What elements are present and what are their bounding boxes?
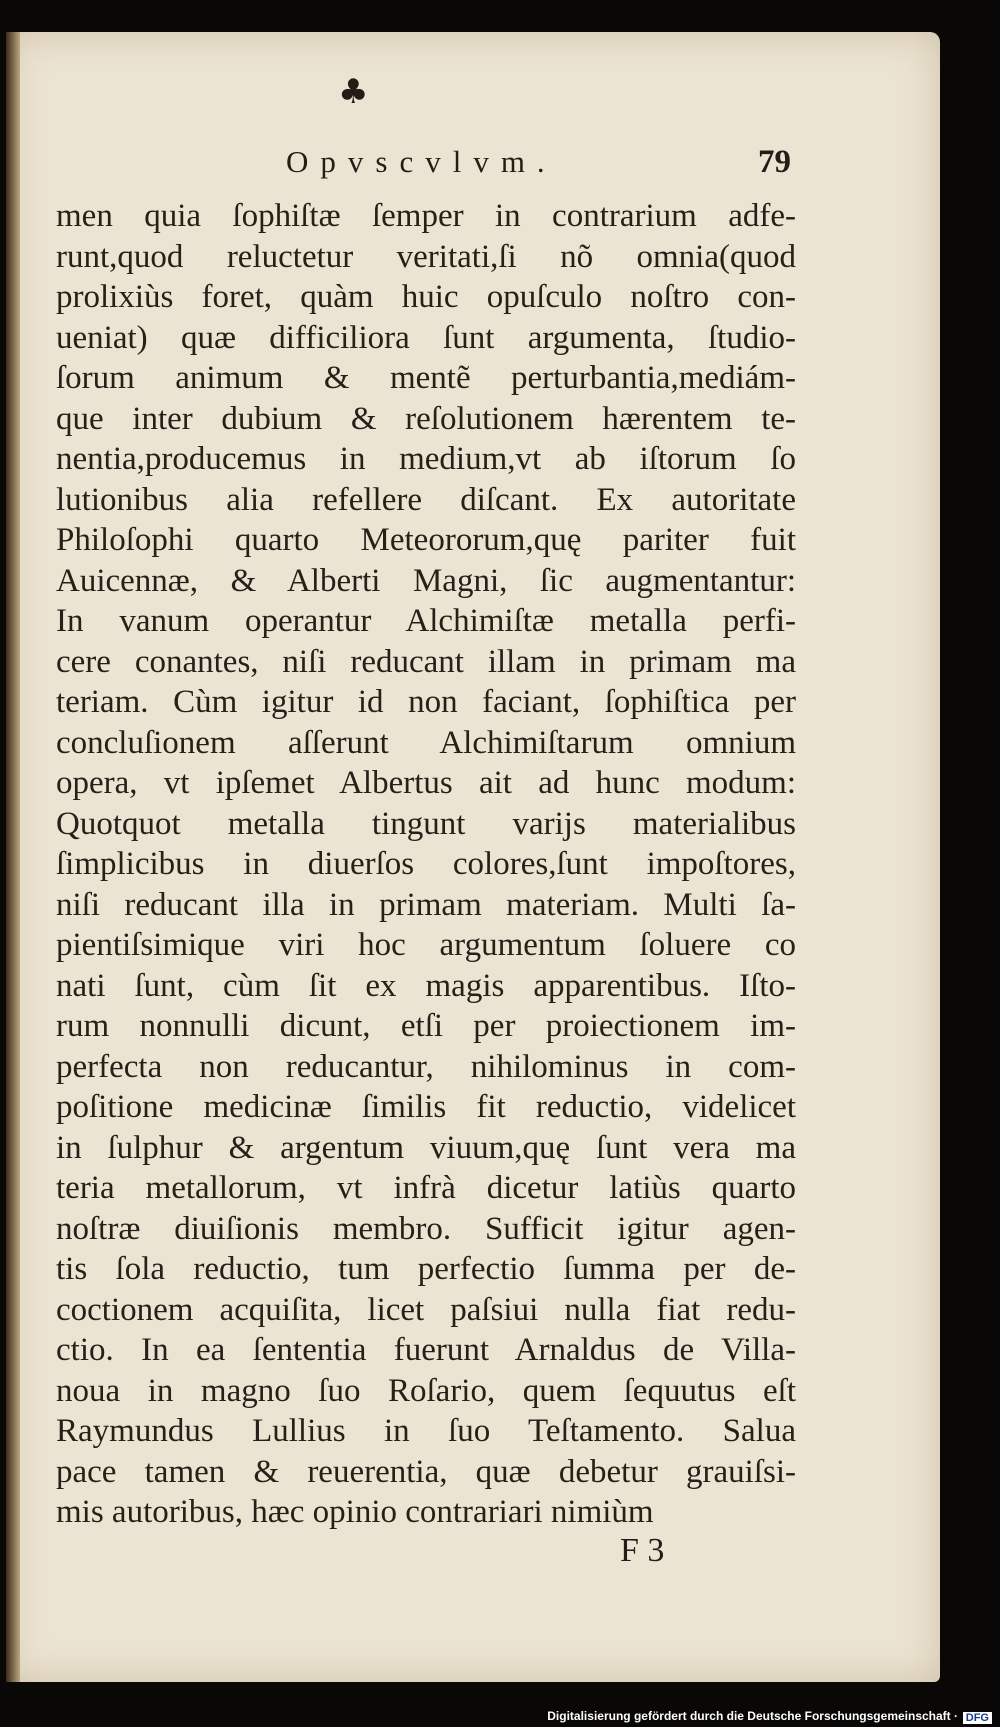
text-line: poſitione medicinæ ſimilis fit reductio, videlicet xyxy=(56,1089,796,1125)
text-line: Philoſophi quarto Meteororum,quę pariter fuit xyxy=(56,522,796,558)
text-line: cere conantes, niſi reducant illam in primam ma xyxy=(56,643,796,680)
text-line: niſi reducant illa in primam materiam. Multi ſa- xyxy=(56,886,796,923)
text-line: teria metallorum, vt infrà dicetur latiùs quarto xyxy=(56,1170,796,1206)
text-line: nentia,producemus in medium,vt ab iſtorum ſo xyxy=(56,441,796,477)
text-line: noua in magno ſuo Roſario, quem ſequutus eſt xyxy=(56,1372,796,1409)
text-line: mis autoribus, hæc opinio contrariari nimiùm xyxy=(56,1494,654,1530)
text-line: pientiſsimique viri hoc argumentum ſoluere co xyxy=(56,927,796,963)
dfg-logo: DFG xyxy=(963,1712,992,1724)
text-line: pace tamen & reuerentia, quæ debetur grauiſsi- xyxy=(56,1453,796,1490)
text-line: tis ſola reductio, tum perfectio ſumma per de- xyxy=(56,1251,796,1287)
printer-ornament: ♣ xyxy=(338,72,369,112)
text-line: perfecta non reducantur, nihilominus in com- xyxy=(56,1048,796,1085)
text-line: lutionibus alia refellere diſcant. Ex autoritate xyxy=(56,481,796,518)
text-line: runt,quod reluctetur veritati,ſi nõ omnia(quod xyxy=(56,238,796,275)
text-line: coctionem acquiſita, licet paſsiui nulla fiat redu- xyxy=(56,1291,796,1328)
text-line: concluſionem aſſerunt Alchimiſtarum omnium xyxy=(56,724,796,761)
text-line: rum nonnulli dicunt, etſi per proiectionem im- xyxy=(56,1008,796,1044)
book-page xyxy=(6,32,940,1682)
text-line: in ſulphur & argentum viuum,quę ſunt vera ma xyxy=(56,1129,796,1166)
text-line: Quotquot metalla tingunt varijs materialibus xyxy=(56,805,796,842)
text-line: ſorum animum & mentẽ perturbantia,mediám- xyxy=(56,360,796,396)
text-line: men quia ſophiſtæ ſemper in contrarium adfe- xyxy=(56,198,796,234)
text-line: que inter dubium & reſolutionem hærentem te- xyxy=(56,400,796,437)
text-line: ctio. In ea ſententia fuerunt Arnaldus de Villa- xyxy=(56,1332,796,1368)
text-line: ueniat) quæ difficiliora ſunt argumenta, ſtudio- xyxy=(56,319,796,356)
text-line: teriam. Cùm igitur id non faciant, ſophiſtica per xyxy=(56,684,796,720)
body-text xyxy=(56,196,796,1533)
footer-bar xyxy=(0,1705,1000,1727)
text-line: opera, vt ipſemet Albertus ait ad hunc modum: xyxy=(56,765,796,801)
funding-credit: Digitalisierung gefördert durch die Deutsche Forschungsgemeinschaft · xyxy=(547,1709,958,1723)
text-line: prolixiùs foret, quàm huic opuſculo noſtro con- xyxy=(56,279,796,315)
page-spine-shadow xyxy=(6,32,20,1682)
text-line: Raymundus Lullius in ſuo Teſtamento. Salua xyxy=(56,1413,796,1449)
text-line: nati ſunt, cùm ſit ex magis apparentibus. Iſto- xyxy=(56,967,796,1004)
signature-mark: F 3 xyxy=(620,1532,665,1569)
text-line: Auicennæ, & Alberti Magni, ſic augmentantur: xyxy=(56,562,796,599)
text-line: ſimplicibus in diuerſos colores,ſunt impoſtores, xyxy=(56,846,796,882)
text-line: noſtræ diuiſionis membro. Sufficit igitur agen- xyxy=(56,1210,796,1247)
text-line: In vanum operantur Alchimiſtæ metalla perfi- xyxy=(56,603,796,639)
running-head: Opvscvlvm. xyxy=(286,144,557,179)
page-number: 79 xyxy=(758,144,791,180)
